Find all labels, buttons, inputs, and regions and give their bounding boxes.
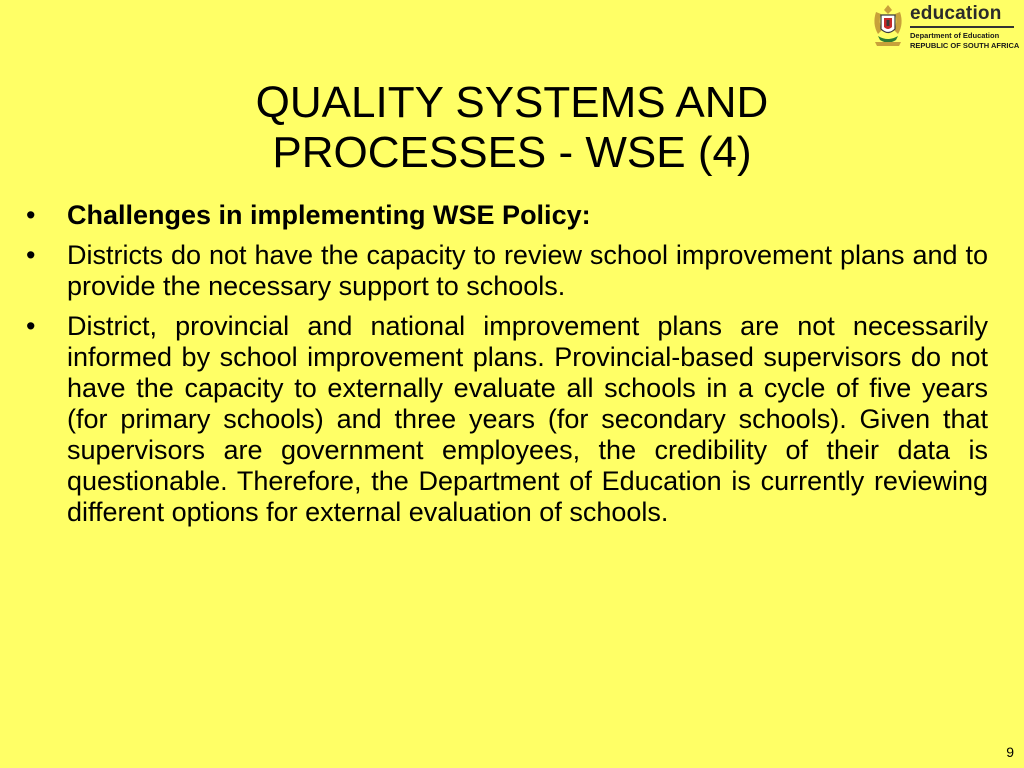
slide-title-line-2: PROCESSES - WSE (4): [272, 128, 752, 177]
bullet-marker: •: [26, 200, 36, 230]
logo-wordmark: education: [910, 3, 1002, 24]
bullet-text: Challenges in implementing WSE Policy:: [67, 200, 591, 230]
bullet-item-challenges: [26, 200, 988, 231]
bullet-item-improvement-plans: [26, 311, 988, 528]
bullet-text: District, provincial and national improvement plans are not necessarily informed by school improvement plans. Provincial-based supervisors do not have the capacity to externally evaluate all schools in a cycle of five years (for primary schools) and three years (for secondary schools). Given that supervisors are government employees, the credibility of their data is questionable. Therefore, the Department of Education is currently reviewing different options for external evaluation of schools.: [67, 311, 988, 527]
bullet-marker: •: [26, 311, 36, 341]
coat-of-arms-icon: [870, 2, 906, 48]
department-logo: [870, 2, 1020, 50]
slide-title: [0, 78, 1024, 178]
bullet-item-districts-capacity: [26, 240, 988, 302]
slide-title-line-1: QUALITY SYSTEMS AND: [255, 78, 769, 127]
logo-department-line: Department of Education: [910, 31, 1000, 40]
page-number: 9: [1006, 744, 1014, 760]
bullet-marker: •: [26, 240, 36, 270]
logo-divider: [910, 26, 1014, 28]
bullet-list: [26, 200, 988, 537]
bullet-text: Districts do not have the capacity to review school improvement plans and to provide the necessary support to schools.: [67, 240, 988, 301]
logo-country-line: REPUBLIC OF SOUTH AFRICA: [910, 41, 1020, 50]
